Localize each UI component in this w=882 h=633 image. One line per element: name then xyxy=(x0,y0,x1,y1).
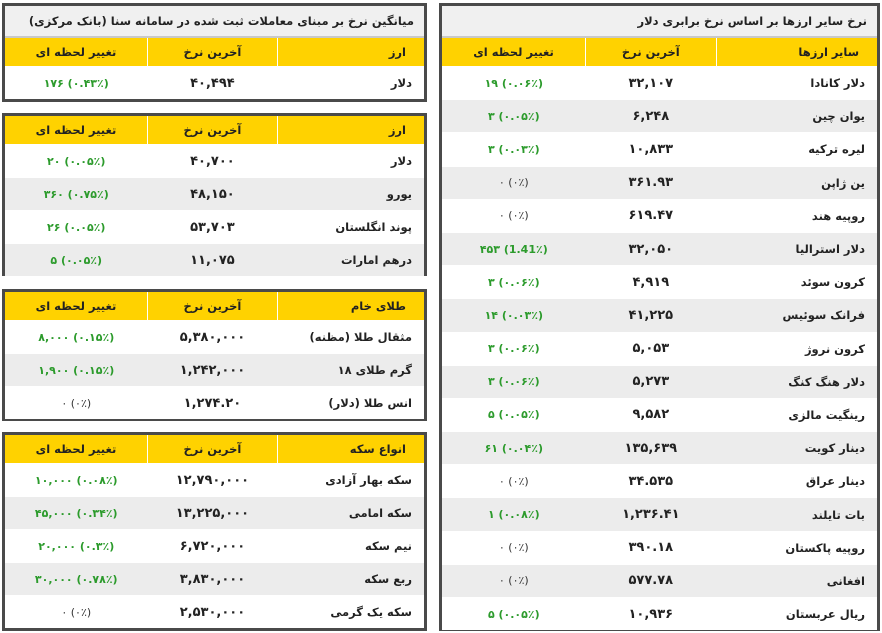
row-last-rate: ۴۸,۱۵۰ xyxy=(147,178,277,211)
row-last-rate: ۵۳,۷۰۳ xyxy=(147,211,277,244)
row-last-rate: ۱۳۵,۶۳۹ xyxy=(586,432,717,465)
table-row xyxy=(5,244,424,277)
row-last-rate: ۶,۷۲۰,۰۰۰ xyxy=(147,530,277,563)
row-change: (۰٪) ۰ xyxy=(442,465,586,498)
rates-table xyxy=(5,38,424,99)
row-last-rate: ۵,۰۵۳ xyxy=(586,332,717,365)
table-body xyxy=(5,464,424,629)
row-name: دلار هنگ کنگ xyxy=(716,365,877,398)
table-header-row xyxy=(442,38,877,67)
table-body xyxy=(5,67,424,100)
row-change: (۰.۱۵٪) ۸,۰۰۰ xyxy=(5,321,147,354)
panel-title: میانگین نرخ بر مبنای معاملات ثبت شده در سامانه سنا (بانک مرکزی) xyxy=(5,6,424,38)
table-header-row xyxy=(5,292,424,321)
row-last-rate: ۱۱,۰۷۵ xyxy=(147,244,277,277)
row-name: سکه بهار آزادی xyxy=(277,464,424,497)
rates-table xyxy=(5,292,424,419)
table-row xyxy=(442,100,877,133)
table-body xyxy=(442,67,877,631)
panel-main-currencies xyxy=(2,113,427,276)
table-row xyxy=(5,563,424,596)
table-row xyxy=(442,199,877,232)
row-last-rate: ۱,۲۳۶.۴۱ xyxy=(586,498,717,531)
row-change: (۰.۰۵٪) ۲۶ xyxy=(5,211,147,244)
row-name: روپیه هند xyxy=(716,199,877,232)
row-change: (1.41٪) ۴۵۳ xyxy=(442,232,586,265)
row-last-rate: ۴۰,۷۰۰ xyxy=(147,145,277,178)
row-name: فرانک سوئیس xyxy=(716,299,877,332)
row-change: (۰.۴۳٪) ۱۷۶ xyxy=(5,67,147,100)
panel-other-currencies xyxy=(439,3,880,631)
header-name: طلای خام xyxy=(277,292,424,321)
table-row xyxy=(5,387,424,420)
row-change: (۰.۰۶٪) ۱۹ xyxy=(442,67,586,100)
row-change: (۰٪) ۰ xyxy=(442,564,586,597)
row-change: (۰.۱۵٪) ۱,۹۰۰ xyxy=(5,354,147,387)
table-row xyxy=(442,266,877,299)
row-name: درهم امارات xyxy=(277,244,424,277)
row-last-rate: ۱,۲۴۲,۰۰۰ xyxy=(147,354,277,387)
table-body xyxy=(5,145,424,277)
table-row xyxy=(5,354,424,387)
header-change: تغییر لحظه ای xyxy=(5,292,147,321)
row-last-rate: ۳۲,۰۵۰ xyxy=(586,232,717,265)
table-row xyxy=(442,398,877,431)
header-change: تغییر لحظه ای xyxy=(5,435,147,464)
row-change: (۰.۰۳٪) ۳ xyxy=(442,133,586,166)
row-last-rate: ۴۰,۴۹۴ xyxy=(147,67,277,100)
table-header-row xyxy=(5,38,424,67)
row-name: افغانی xyxy=(716,564,877,597)
row-last-rate: ۶,۲۴۸ xyxy=(586,100,717,133)
row-name: یوان چین xyxy=(716,100,877,133)
row-change: (۰.۷۵٪) ۳۶۰ xyxy=(5,178,147,211)
table-row xyxy=(442,67,877,100)
header-last-rate: آخرین نرخ xyxy=(147,435,277,464)
row-change: (۰٪) ۰ xyxy=(5,387,147,420)
table-row xyxy=(5,145,424,178)
table-header-row xyxy=(5,116,424,145)
row-last-rate: ۳۶۱.۹۳ xyxy=(586,166,717,199)
header-change: تغییر لحظه ای xyxy=(442,38,586,67)
row-change: (۰.۰۴٪) ۶۱ xyxy=(442,432,586,465)
table-row xyxy=(442,166,877,199)
panel-raw-gold xyxy=(2,289,427,421)
row-name: دینار کویت xyxy=(716,432,877,465)
row-change: (۰.۰۶٪) ۳ xyxy=(442,332,586,365)
row-change: (۰.۰۶٪) ۳ xyxy=(442,266,586,299)
row-change: (۰.۰۶٪) ۳ xyxy=(442,365,586,398)
table-row xyxy=(5,596,424,629)
row-name: رینگیت مالزی xyxy=(716,398,877,431)
row-name: پوند انگلستان xyxy=(277,211,424,244)
row-change: (۰.۷۸٪) ۳۰,۰۰۰ xyxy=(5,563,147,596)
rates-table xyxy=(5,116,424,276)
row-name: دلار کانادا xyxy=(716,67,877,100)
row-last-rate: ۳,۸۳۰,۰۰۰ xyxy=(147,563,277,596)
table-body xyxy=(5,321,424,420)
row-last-rate: ۳۲,۱۰۷ xyxy=(586,67,717,100)
header-last-rate: آخرین نرخ xyxy=(147,292,277,321)
table-row xyxy=(442,432,877,465)
header-change: تغییر لحظه ای xyxy=(5,38,147,67)
row-change: (۰.۰۳٪) ۱۴ xyxy=(442,299,586,332)
header-last-rate: آخرین نرخ xyxy=(586,38,717,67)
row-name: لیره ترکیه xyxy=(716,133,877,166)
row-change: (۰٪) ۰ xyxy=(5,596,147,629)
row-last-rate: ۲,۵۳۰,۰۰۰ xyxy=(147,596,277,629)
row-last-rate: ۴۱,۲۲۵ xyxy=(586,299,717,332)
table-row xyxy=(442,232,877,265)
row-name: سکه یک گرمی xyxy=(277,596,424,629)
rates-table xyxy=(5,435,424,628)
table-row xyxy=(442,299,877,332)
header-change: تغییر لحظه ای xyxy=(5,116,147,145)
header-name: ارز xyxy=(277,116,424,145)
row-last-rate: ۶۱۹.۴۷ xyxy=(586,199,717,232)
table-row xyxy=(442,598,877,631)
row-last-rate: ۱۲,۷۹۰,۰۰۰ xyxy=(147,464,277,497)
row-last-rate: ۳۴.۵۳۵ xyxy=(586,465,717,498)
row-change: (۰٪) ۰ xyxy=(442,199,586,232)
table-row xyxy=(442,332,877,365)
row-name: دلار xyxy=(277,145,424,178)
row-name: مثقال طلا (مظنه) xyxy=(277,321,424,354)
row-change: (۰.۰۵٪) ۵ xyxy=(5,244,147,277)
row-name: کرون نروژ xyxy=(716,332,877,365)
header-last-rate: آخرین نرخ xyxy=(147,38,277,67)
table-row xyxy=(442,531,877,564)
table-row xyxy=(5,178,424,211)
table-row xyxy=(442,498,877,531)
row-change: (۰٪) ۰ xyxy=(442,166,586,199)
header-last-rate: آخرین نرخ xyxy=(147,116,277,145)
table-row xyxy=(442,564,877,597)
header-name: ارز xyxy=(277,38,424,67)
table-header-row xyxy=(5,435,424,464)
row-last-rate: ۴,۹۱۹ xyxy=(586,266,717,299)
row-name: گرم طلای ۱۸ xyxy=(277,354,424,387)
row-change: (۰٪) ۰ xyxy=(442,531,586,564)
row-last-rate: ۵۷۷.۷۸ xyxy=(586,564,717,597)
table-row xyxy=(5,211,424,244)
rates-table xyxy=(442,38,877,630)
row-last-rate: ۹,۵۸۲ xyxy=(586,398,717,431)
row-name: انس طلا (دلار) xyxy=(277,387,424,420)
row-name: نیم سکه xyxy=(277,530,424,563)
row-name: بات تایلند xyxy=(716,498,877,531)
row-name: روپیه پاکستان xyxy=(716,531,877,564)
row-change: (۰.۰۵٪) ۲۰ xyxy=(5,145,147,178)
row-name: سکه امامی xyxy=(277,497,424,530)
row-change: (۰.۰۵٪) ۵ xyxy=(442,598,586,631)
row-last-rate: ۱,۲۷۴.۲۰ xyxy=(147,387,277,420)
table-row xyxy=(5,497,424,530)
row-last-rate: ۱۳,۲۲۵,۰۰۰ xyxy=(147,497,277,530)
row-name: دینار عراق xyxy=(716,465,877,498)
header-name: سایر ارزها xyxy=(716,38,877,67)
row-name: ریال عربستان xyxy=(716,598,877,631)
table-row xyxy=(5,464,424,497)
row-name: ین ژاپن xyxy=(716,166,877,199)
panel-gold-coins xyxy=(2,432,427,631)
row-change: (۰.۰۸٪) ۱ xyxy=(442,498,586,531)
row-name: ربع سکه xyxy=(277,563,424,596)
row-change: (۰.۰۸٪) ۱۰,۰۰۰ xyxy=(5,464,147,497)
row-name: یورو xyxy=(277,178,424,211)
row-change: (۰.۰۵٪) ۵ xyxy=(442,398,586,431)
panel-sana-average xyxy=(2,3,427,102)
row-last-rate: ۳۹۰.۱۸ xyxy=(586,531,717,564)
row-last-rate: ۵,۳۸۰,۰۰۰ xyxy=(147,321,277,354)
table-row xyxy=(5,321,424,354)
table-row xyxy=(5,530,424,563)
table-row xyxy=(5,67,424,100)
row-name: دلار استرالیا xyxy=(716,232,877,265)
row-change: (۰.۰۵٪) ۳ xyxy=(442,100,586,133)
row-last-rate: ۱۰,۸۳۳ xyxy=(586,133,717,166)
panel-title: نرخ سایر ارزها بر اساس نرخ برابری دلار xyxy=(442,6,877,38)
table-row xyxy=(442,465,877,498)
row-name: کرون سوئد xyxy=(716,266,877,299)
row-change: (۰.۳۴٪) ۴۵,۰۰۰ xyxy=(5,497,147,530)
row-last-rate: ۵,۲۷۳ xyxy=(586,365,717,398)
row-last-rate: ۱۰,۹۳۶ xyxy=(586,598,717,631)
header-name: انواع سکه xyxy=(277,435,424,464)
row-change: (۰.۳٪) ۲۰,۰۰۰ xyxy=(5,530,147,563)
table-row xyxy=(442,365,877,398)
table-row xyxy=(442,133,877,166)
row-name: دلار xyxy=(277,67,424,100)
